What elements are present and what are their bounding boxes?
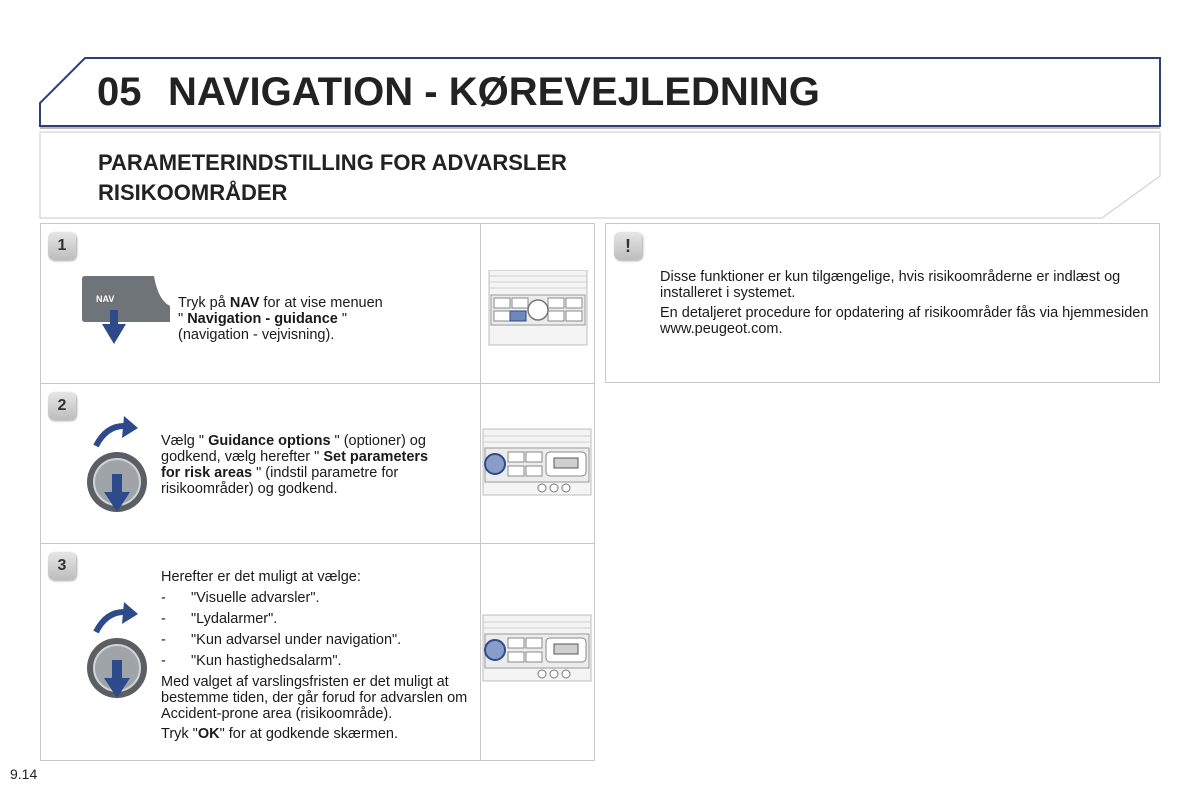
section-title-line2: RISIKOOMRÅDER xyxy=(98,180,288,205)
list-item: - "Kun advarsel under navigation". xyxy=(161,632,402,648)
option-list xyxy=(161,590,477,669)
section-title xyxy=(98,148,698,208)
chapter-number: 05 xyxy=(97,70,142,114)
step-divider xyxy=(40,543,595,544)
nav-button-label: NAV xyxy=(96,294,115,304)
list-item: - "Kun hastighedsalarm". xyxy=(161,653,342,669)
step-2-text: Vælg " Guidance options " (optioner) og godkend, vælg herefter " Set parameters for risk areas " (indstil parametre for risikoområder) og godkend. xyxy=(161,433,429,497)
chapter-title: NAVIGATION - KØREVEJLEDNING xyxy=(168,70,820,114)
step-3-text xyxy=(161,569,477,742)
section-title-line1: PARAMETERINDSTILLING FOR ADVARSLER xyxy=(98,150,567,175)
step-3-badge: 3 xyxy=(48,552,76,580)
step-3-final: Tryk "OK" for at godkende skærmen. xyxy=(161,726,399,742)
step-2-badge: 2 xyxy=(48,392,76,420)
warning-badge: ! xyxy=(614,232,642,260)
note-text xyxy=(660,269,1155,337)
step-3-control-panel xyxy=(482,614,592,682)
list-item: - "Visuelle advarsler". xyxy=(161,590,320,606)
note-line1: Disse funktioner er kun tilgængelige, hvis risikoområderne er indlæst og installeret i systemet. xyxy=(660,269,1121,301)
page-number: 9.14 xyxy=(10,766,38,782)
rotary-knob-illustration xyxy=(84,416,148,516)
step-2-control-panel xyxy=(482,428,592,496)
note-line2: En detaljeret procedure for opdatering af risikoområder fås via hjemmesiden www.peugeot.com. xyxy=(660,305,1149,337)
list-item: - "Lydalarmer". xyxy=(161,611,278,627)
step-1-badge: 1 xyxy=(48,232,76,260)
rotary-knob-illustration xyxy=(84,602,148,702)
step-1-text: Tryk på NAV for at vise menuen " Navigation - guidance " (navigation - vejvisning). xyxy=(178,295,383,343)
step-1-control-panel xyxy=(488,270,588,346)
step-3-intro: Herefter er det muligt at vælge: xyxy=(161,569,361,585)
step-3-paragraph: Med valget af varslingsfristen er det muligt at bestemme tiden, der går forud for advarslen om Accident-prone area (risikoområde). xyxy=(161,674,468,722)
nav-button-illustration xyxy=(82,276,172,346)
image-column-divider xyxy=(480,223,481,761)
step-divider xyxy=(40,383,595,384)
